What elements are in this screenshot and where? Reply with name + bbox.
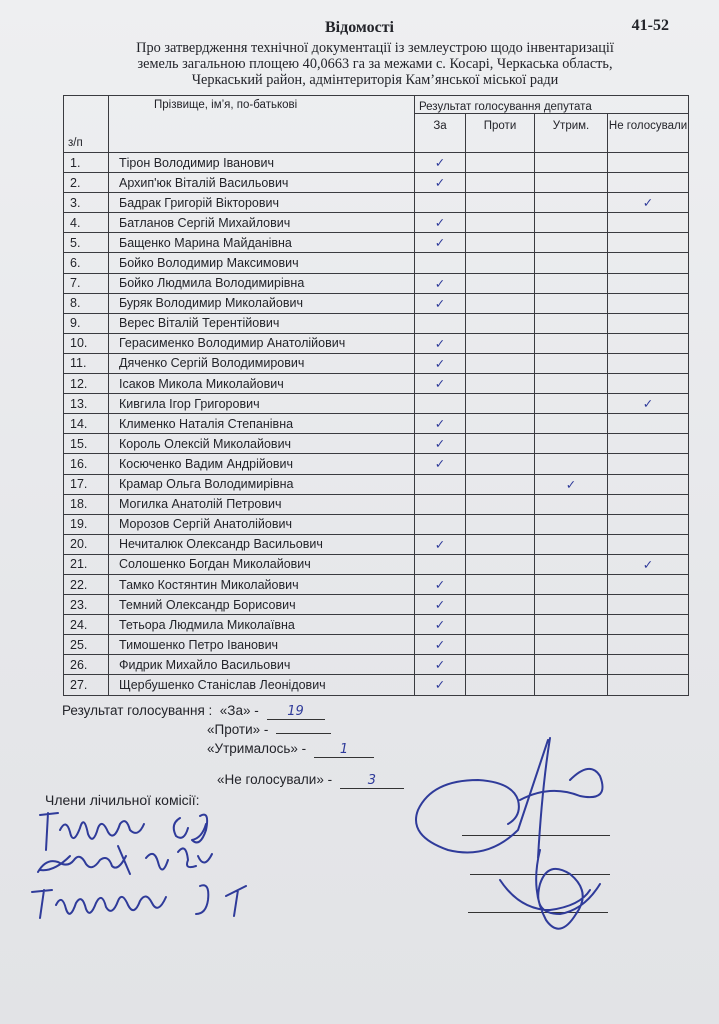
committee-signature: [40, 813, 207, 850]
deputy-name: Бойко Володимир Максимович: [109, 253, 415, 273]
row-number: 6.: [64, 253, 109, 273]
deputy-name: Косюченко Вадим Андрійович: [109, 454, 415, 474]
row-number: 25.: [64, 635, 109, 655]
deputy-name: Король Олексій Миколайович: [109, 434, 415, 454]
deputy-name: Архип'юк Віталій Васильович: [109, 173, 415, 193]
checkmark-icon: ✓: [434, 335, 446, 351]
row-number: 23.: [64, 595, 109, 615]
subtitle-line: земель загальною площею 40,0663 га за межами с. Косарі, Черкаська область,: [137, 56, 613, 72]
row-number: 3.: [64, 193, 109, 213]
deputy-name: Батланов Сергій Михайлович: [109, 213, 415, 233]
checkmark-icon: ✓: [565, 476, 577, 492]
deputy-name: Нечиталюк Олександр Васильович: [109, 534, 415, 554]
row-number: 14.: [64, 414, 109, 434]
committee-signature: [32, 885, 246, 918]
row-number: 19.: [64, 514, 109, 534]
row-number: 26.: [64, 655, 109, 675]
deputy-name: Тимошенко Петро Іванович: [109, 635, 415, 655]
document-number: 41-52: [631, 17, 669, 34]
row-number: 8.: [64, 293, 109, 313]
checkmark-icon: ✓: [434, 617, 446, 633]
row-number: 21.: [64, 554, 109, 574]
checkmark-icon: ✓: [434, 456, 446, 472]
checkmark-icon: ✓: [434, 637, 446, 653]
header-abstain: Утрим.: [535, 114, 608, 153]
abstain-label: «Утрималось» -: [207, 741, 307, 756]
deputy-name: Солошенко Богдан Миколайович: [109, 554, 415, 574]
checkmark-icon: ✓: [434, 235, 446, 251]
checkmark-icon: ✓: [434, 536, 446, 552]
document-title: Відомості: [325, 19, 394, 36]
deputy-name: Бойко Людмила Володимирівна: [109, 273, 415, 293]
deputy-name: Тірон Володимир Іванович: [109, 153, 415, 173]
header-not-voted: Не голосували: [608, 114, 689, 153]
deputy-name: Крамар Ольга Володимирівна: [109, 474, 415, 494]
deputy-name: Темний Олександр Борисович: [109, 595, 415, 615]
checkmark-icon: ✓: [434, 155, 446, 171]
checkmark-icon: ✓: [434, 677, 446, 693]
checkmark-icon: ✓: [434, 295, 446, 311]
row-number: 5.: [64, 233, 109, 253]
checkmark-icon: ✓: [434, 355, 446, 371]
for-value: 19: [267, 704, 325, 720]
checkmark-icon: ✓: [642, 556, 654, 572]
header-for: За: [415, 114, 466, 153]
committee-signature: [38, 846, 212, 874]
row-number: 1.: [64, 153, 109, 173]
row-number: 10.: [64, 333, 109, 353]
checkmark-icon: ✓: [642, 195, 654, 211]
deputy-name: Бадрак Григорій Вікторович: [109, 193, 415, 213]
checkmark-icon: ✓: [434, 175, 446, 191]
row-number: 4.: [64, 213, 109, 233]
subtitle-line: Черкаський район, адмінтериторія Кам’янської міської ради: [191, 72, 559, 88]
for-label: «За» -: [219, 703, 259, 718]
row-number: 18.: [64, 494, 109, 514]
main-signature: [416, 738, 603, 929]
row-number: 16.: [64, 454, 109, 474]
row-number: 22.: [64, 574, 109, 594]
checkmark-icon: ✓: [642, 396, 654, 412]
abstain-value: 1: [314, 742, 374, 758]
row-number: 15.: [64, 434, 109, 454]
deputy-name: Верес Віталій Терентійович: [109, 313, 415, 333]
deputy-name: Герасименко Володимир Анатолійович: [109, 333, 415, 353]
header-num: з/п: [64, 96, 109, 153]
checkmark-icon: ✓: [434, 657, 446, 673]
deputy-name: Ісаков Микола Миколайович: [109, 374, 415, 394]
row-number: 20.: [64, 534, 109, 554]
deputy-name: Морозов Сергій Анатолійович: [109, 514, 415, 534]
header-result: Результат голосування депутата: [415, 96, 689, 114]
row-number: 12.: [64, 374, 109, 394]
checkmark-icon: ✓: [434, 577, 446, 593]
deputy-name: Тетьора Людмила Миколаївна: [109, 615, 415, 635]
committee-label: Члени лічильної комісії:: [45, 792, 200, 808]
header-name: Прізвище, ім’я, по-батькові: [109, 96, 415, 153]
row-number: 24.: [64, 615, 109, 635]
deputy-name: Фидрик Михайло Васильович: [109, 655, 415, 675]
not-voted-value: 3: [340, 773, 404, 789]
row-number: 17.: [64, 474, 109, 494]
row-number: 9.: [64, 313, 109, 333]
row-number: 2.: [64, 173, 109, 193]
deputy-name: Могилка Анатолій Петрович: [109, 494, 415, 514]
row-number: 13.: [64, 394, 109, 414]
deputy-name: Кивгила Ігор Григорович: [109, 394, 415, 414]
deputy-name: Щербушенко Станіслав Леонідович: [109, 675, 415, 695]
deputy-name: Бащенко Марина Майданівна: [109, 233, 415, 253]
header-against: Проти: [466, 114, 535, 153]
checkmark-icon: ✓: [434, 215, 446, 231]
deputy-name: Клименко Наталія Степанівна: [109, 414, 415, 434]
checkmark-icon: ✓: [434, 376, 446, 392]
row-number: 7.: [64, 273, 109, 293]
deputy-name: Дяченко Сергій Володимирович: [109, 353, 415, 373]
not-voted-label: «Не голосували» -: [217, 772, 333, 787]
against-label: «Проти» -: [207, 722, 269, 737]
summary-label: Результат голосування :: [62, 703, 213, 718]
row-number: 27.: [64, 675, 109, 695]
checkmark-icon: ✓: [434, 436, 446, 452]
checkmark-icon: ✓: [434, 416, 446, 432]
subtitle-line: Про затвердження технічної документації із землеустрою щодо інвентаризації: [136, 40, 614, 56]
row-number: 11.: [64, 353, 109, 373]
deputy-name: Буряк Володимир Миколайович: [109, 293, 415, 313]
checkmark-icon: ✓: [434, 597, 446, 613]
deputy-name: Тамко Костянтин Миколайович: [109, 574, 415, 594]
checkmark-icon: ✓: [434, 275, 446, 291]
